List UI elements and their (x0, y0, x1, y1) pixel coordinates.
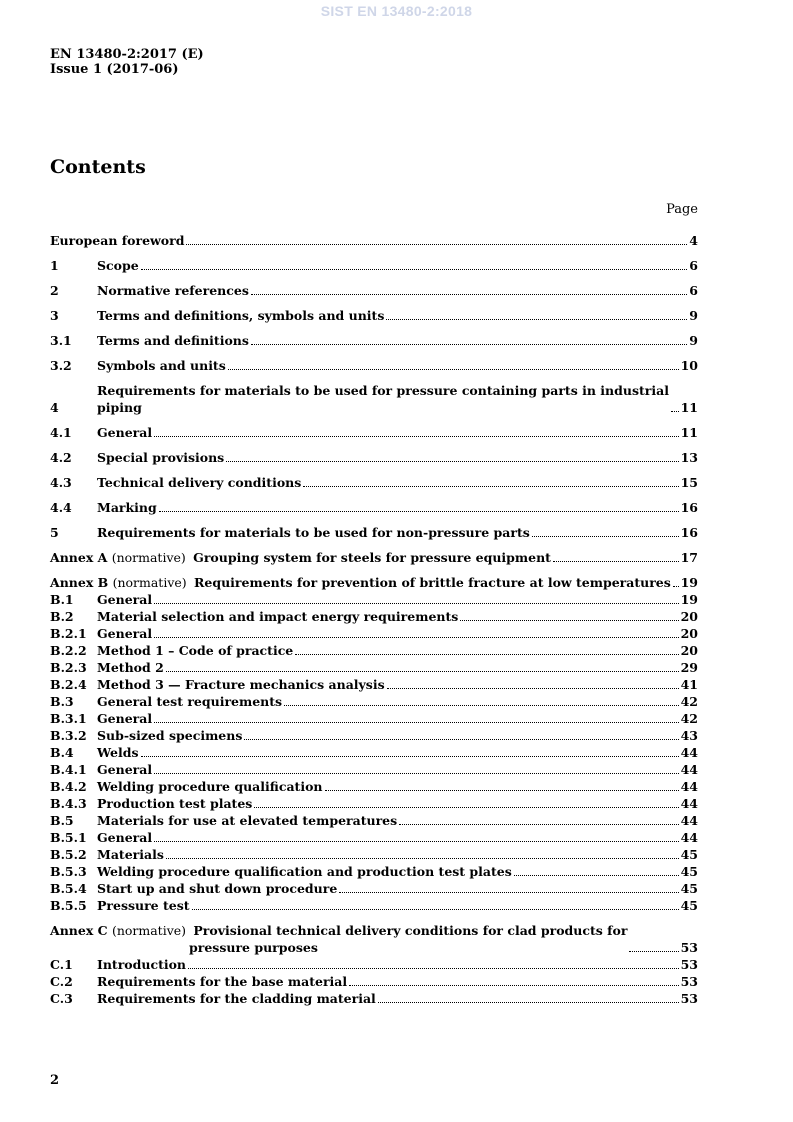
toc-dot-leader (251, 344, 687, 345)
toc-entry[interactable] (50, 549, 698, 566)
toc-annex-label: Annex C (50, 923, 108, 938)
toc-entry[interactable] (50, 956, 698, 973)
toc-page-number: 44 (680, 813, 698, 828)
toc-entry-title: Grouping system for steels for pressure equipment (193, 550, 551, 565)
toc-entry-title: Scope (97, 258, 139, 273)
toc-entry[interactable] (50, 307, 698, 324)
toc-entry[interactable] (50, 574, 698, 591)
toc-entry-number: 3 (50, 308, 59, 323)
toc-entry[interactable] (50, 863, 698, 880)
toc-entry-title: Materials (97, 847, 164, 862)
toc-entry[interactable] (50, 642, 698, 659)
toc-entry[interactable] (50, 499, 698, 516)
toc-entry-number: B.5.2 (50, 847, 87, 862)
toc-entry-title: Terms and definitions, symbols and units (97, 308, 385, 323)
toc-entry-title: Requirements for the cladding material (97, 991, 376, 1006)
toc-page-number: 44 (680, 745, 698, 760)
toc-entry-number: 4.1 (50, 425, 72, 440)
toc-entry[interactable] (50, 357, 698, 374)
toc-dot-leader (192, 909, 679, 910)
toc-entry-number: C.3 (50, 991, 73, 1006)
toc-dot-leader (303, 486, 678, 487)
toc-entry-number: B.2.2 (50, 643, 87, 658)
toc-entry-title: General (97, 626, 153, 641)
toc-entry[interactable] (50, 744, 698, 761)
toc-entry-title: Technical delivery conditions (97, 475, 302, 490)
toc-dot-leader (251, 294, 687, 295)
toc-entry[interactable] (50, 676, 698, 693)
toc-page-number: 6 (689, 258, 698, 273)
toc-dot-leader (154, 722, 678, 723)
toc-entry-number: 3.2 (50, 358, 72, 373)
toc-entry-number: B.3.1 (50, 711, 87, 726)
toc-page-number: 20 (680, 626, 698, 641)
toc-entry-number: B.1 (50, 592, 74, 607)
toc-dot-leader (228, 369, 679, 370)
toc-entry-title: Symbols and units (97, 358, 226, 373)
toc-dot-leader (188, 968, 679, 969)
issue-line: Issue 1 (2017-06) (50, 62, 179, 77)
toc-entry-number: B.4 (50, 745, 74, 760)
toc-page-number: 44 (680, 796, 698, 811)
toc-entry-number: 4.3 (50, 475, 72, 490)
toc-dot-leader (159, 511, 679, 512)
toc-page-number: 9 (689, 308, 698, 323)
toc-page-number: 29 (680, 660, 698, 675)
toc-entry[interactable] (50, 795, 698, 812)
toc-dot-leader (325, 790, 679, 791)
toc-entry-title: Method 1 – Code of practice (97, 643, 294, 658)
toc-entry[interactable] (50, 382, 698, 416)
toc-entry-number: 1 (50, 258, 59, 273)
toc-dot-leader (154, 637, 678, 638)
toc-entry-title: Production test plates (97, 796, 253, 811)
toc-entry[interactable] (50, 897, 698, 914)
toc-entry-title: Sub-sized specimens (97, 728, 243, 743)
toc-page-number: 41 (680, 677, 698, 692)
toc-page-number: 11 (680, 425, 698, 440)
toc-dot-leader (387, 688, 679, 689)
toc-entry-number: 5 (50, 525, 59, 540)
toc-page-number: 11 (680, 400, 698, 415)
toc-page-number: 53 (680, 957, 698, 972)
toc-page-number: 16 (680, 500, 698, 515)
toc-dot-leader (186, 244, 687, 245)
toc-dot-leader (629, 951, 678, 952)
toc-dot-leader (378, 1002, 679, 1003)
toc-dot-leader (244, 739, 678, 740)
toc-entry-title: General (97, 425, 153, 440)
toc-entry-number: B.4.3 (50, 796, 87, 811)
toc-entry-title: Requirements for prevention of brittle fracture at low temperatures (194, 575, 671, 590)
toc-page-number: 45 (680, 847, 698, 862)
toc-dot-leader (141, 756, 679, 757)
toc-dot-leader (460, 620, 678, 621)
toc-entry-title: Terms and definitions (97, 333, 249, 348)
toc-entry[interactable] (50, 424, 698, 441)
toc-entry[interactable] (50, 812, 698, 829)
page-column-label: Page (666, 202, 698, 217)
toc-dot-leader (154, 841, 678, 842)
toc-dot-leader (254, 807, 678, 808)
toc-page-number: 53 (680, 991, 698, 1006)
toc-entry[interactable] (50, 829, 698, 846)
toc-entry[interactable] (50, 710, 698, 727)
toc-entry-number: B.5.3 (50, 864, 87, 879)
toc-entry-number: B.2 (50, 609, 74, 624)
toc-entry-title: Provisional technical delivery conditions for clad products for (193, 923, 628, 938)
toc-dot-leader (673, 586, 679, 587)
toc-dot-leader (339, 892, 678, 893)
toc-page-number: 44 (680, 762, 698, 777)
toc-entry-title: Start up and shut down procedure (97, 881, 338, 896)
toc-dot-leader (532, 536, 679, 537)
document-header (50, 47, 204, 77)
toc-entry-title: Marking (97, 500, 157, 515)
toc-entry-title: General test requirements (97, 694, 283, 709)
toc-page-number: 20 (680, 609, 698, 624)
toc-entry[interactable] (50, 778, 698, 795)
toc-entry[interactable] (50, 232, 698, 249)
toc-entry-title: Requirements for the base material (97, 974, 348, 989)
toc-dot-leader (386, 319, 687, 320)
toc-dot-leader (154, 436, 678, 437)
toc-entry[interactable] (50, 880, 698, 897)
toc-page-number: 42 (680, 694, 698, 709)
toc-dot-leader (671, 411, 679, 412)
toc-page-number: 15 (680, 475, 698, 490)
toc-entry[interactable] (50, 591, 698, 608)
toc-page-number: 9 (689, 333, 698, 348)
toc-entry-number: B.2.3 (50, 660, 87, 675)
toc-page-number: 42 (680, 711, 698, 726)
toc-entry[interactable] (50, 332, 698, 349)
toc-annex-label: Annex B (50, 575, 109, 590)
toc-entry[interactable] (50, 659, 698, 676)
toc-entry-title: General (97, 592, 153, 607)
toc-entry[interactable] (50, 727, 698, 744)
toc-entry-number: 2 (50, 283, 59, 298)
toc-entry[interactable] (50, 474, 698, 491)
toc-entry[interactable] (50, 990, 698, 1007)
toc-entry-title: Welds (97, 745, 139, 760)
toc-entry-number: 4 (50, 400, 59, 415)
toc-entry[interactable] (50, 608, 698, 625)
toc-entry-number: B.3.2 (50, 728, 87, 743)
toc-entry-title: Introduction (97, 957, 187, 972)
toc-entry-number: B.4.1 (50, 762, 87, 777)
toc-entry-title: Method 2 (97, 660, 164, 675)
toc-entry[interactable] (50, 282, 698, 299)
watermark: SIST EN 13480-2:2018 (320, 3, 473, 19)
toc-entry[interactable] (50, 257, 698, 274)
toc-entry-title: Normative references (97, 283, 249, 298)
toc-entry-number: 4.2 (50, 450, 72, 465)
toc-entry-title: European foreword (50, 233, 185, 248)
toc-entry-title-continued: pressure purposes (189, 940, 318, 955)
footer-page-number: 2 (50, 1073, 60, 1088)
toc-page-number: 13 (680, 450, 698, 465)
toc-entry-title-continued: piping (97, 400, 142, 415)
toc-entry[interactable] (50, 846, 698, 863)
toc-entry[interactable] (50, 693, 698, 710)
toc-entry[interactable] (50, 761, 698, 778)
toc-entry[interactable] (50, 625, 698, 642)
toc-page-number: 44 (680, 779, 698, 794)
contents-title: Contents (50, 156, 146, 178)
toc-annex-qualifier: (normative) (112, 575, 187, 590)
toc-dot-leader (349, 985, 678, 986)
toc-entry-title: Special provisions (97, 450, 225, 465)
toc-entry-number: B.5.5 (50, 898, 87, 913)
toc-entry[interactable] (50, 973, 698, 990)
toc-dot-leader (141, 269, 688, 270)
toc-page-number: 17 (680, 550, 698, 565)
toc-entry-number: B.4.2 (50, 779, 87, 794)
toc-entry-title: Requirements for materials to be used for pressure containing parts in industrial (97, 383, 669, 398)
toc-entry-title: Welding procedure qualification and production test plates (97, 864, 512, 879)
toc-entry-number: B.5.1 (50, 830, 87, 845)
toc-dot-leader (284, 705, 679, 706)
toc-entry[interactable] (50, 922, 698, 956)
toc-entry-title: Method 3 — Fracture mechanics analysis (97, 677, 385, 692)
toc-page-number: 20 (680, 643, 698, 658)
toc-entry[interactable] (50, 449, 698, 466)
toc-entry-title: General (97, 830, 153, 845)
toc-annex-qualifier: (normative) (111, 550, 186, 565)
toc-page-number: 4 (689, 233, 698, 248)
toc-dot-leader (514, 875, 679, 876)
standard-number: EN 13480-2:2017 (E) (50, 47, 204, 62)
toc-entry-number: B.2.4 (50, 677, 87, 692)
toc-page-number: 19 (680, 575, 698, 590)
toc-entry-number: 4.4 (50, 500, 72, 515)
toc-page-number: 44 (680, 830, 698, 845)
toc-entry-title: General (97, 762, 153, 777)
toc-entry-number: B.5 (50, 813, 74, 828)
toc-page-number: 19 (680, 592, 698, 607)
toc-entry[interactable] (50, 524, 698, 541)
toc-dot-leader (154, 773, 678, 774)
toc-entry-title: Materials for use at elevated temperatures (97, 813, 398, 828)
toc-entry-number: B.3 (50, 694, 74, 709)
toc-page-number: 6 (689, 283, 698, 298)
toc-dot-leader (166, 671, 679, 672)
toc-entry-number: B.2.1 (50, 626, 87, 641)
toc-page-number: 16 (680, 525, 698, 540)
toc-annex-qualifier: (normative) (111, 923, 187, 938)
toc-entry-title: Requirements for materials to be used for non-pressure parts (97, 525, 530, 540)
toc-dot-leader (226, 461, 678, 462)
toc-annex-label: Annex A (50, 550, 108, 565)
toc-entry-title: General (97, 711, 153, 726)
toc-entry-number: C.2 (50, 974, 73, 989)
toc-dot-leader (154, 603, 678, 604)
toc-entry-title: Pressure test (97, 898, 190, 913)
toc-entry-number: 3.1 (50, 333, 72, 348)
toc-dot-leader (553, 561, 679, 562)
table-of-contents (50, 232, 698, 1007)
toc-page-number: 45 (680, 864, 698, 879)
toc-entry-number: C.1 (50, 957, 73, 972)
toc-entry-number: B.5.4 (50, 881, 87, 896)
toc-page-number: 45 (680, 881, 698, 896)
toc-dot-leader (399, 824, 678, 825)
toc-page-number: 53 (680, 940, 698, 955)
toc-dot-leader (295, 654, 678, 655)
toc-page-number: 10 (680, 358, 698, 373)
toc-page-number: 45 (680, 898, 698, 913)
toc-dot-leader (166, 858, 679, 859)
toc-entry-title: Welding procedure qualification (97, 779, 323, 794)
toc-entry-title: Material selection and impact energy requirements (97, 609, 459, 624)
toc-page-number: 43 (680, 728, 698, 743)
toc-page-number: 53 (680, 974, 698, 989)
